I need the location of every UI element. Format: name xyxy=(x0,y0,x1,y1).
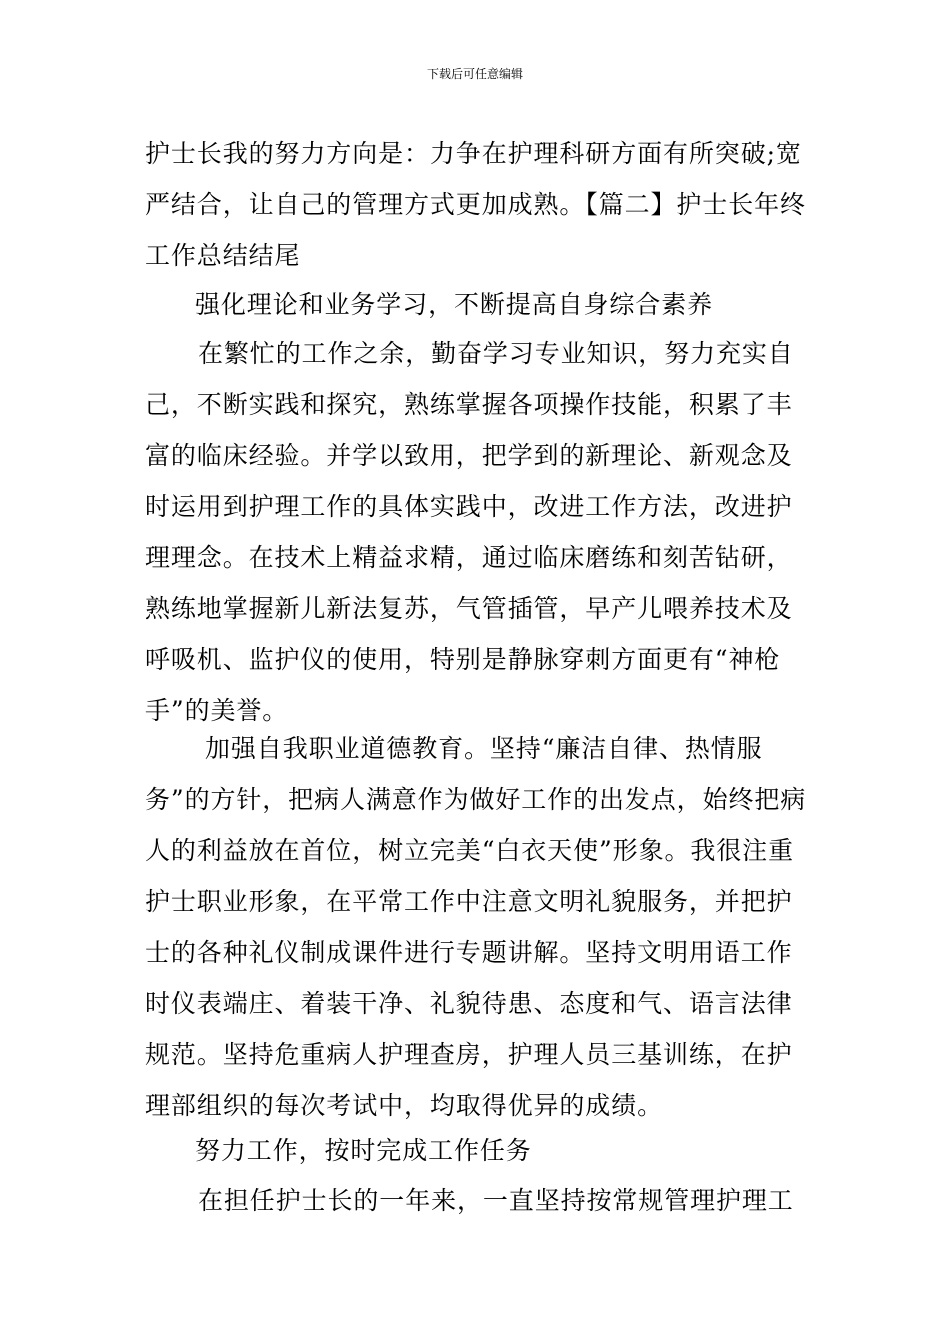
paragraph-work: 在担任护士长的一年来，一直坚持按常规管理护理工 xyxy=(198,1186,794,1215)
paragraph-direction: 护士长我的努力方向是：力争在护理科研方面有所突破;宽严结合，让自己的管理方式更加成熟。【篇二】护士长年终工作总结结尾 xyxy=(145,139,806,270)
paragraph-study: 在繁忙的工作之余，勤奋学习专业知识，努力充实自己，不断实践和探究，熟练掌握各项操作技能，积累了丰富的临床经验。并学以致用，把学到的新理论、新观念及时运用到护理工作的具体实践中，改进工作方法，改进护理理念。在技术上精益求精，通过临床磨练和刻苦钻研，熟练地掌握新儿新法复苏，气管插管，早产儿喂养技术及呼吸机、监护仪的使用，特别是静脉穿刺方面更有“神枪手”的美誉。 xyxy=(145,339,794,725)
page-header: 下载后可任意编辑 xyxy=(426,67,523,81)
section-heading-study: 强化理论和业务学习，不断提高自身综合素养 xyxy=(195,290,714,319)
paragraph-ethics: 加强自我职业道德教育。坚持“廉洁自律、热情服务”的方针，把病人满意作为做好工作的出发点，始终把病人的利益放在首位，树立完美“白衣天使”形象。我很注重护士职业形象，在平常工作中注意文明礼貌服务，并把护士的各种礼仪制成课件进行专题讲解。坚持文明用语工作时仪表端庄、着装干净、礼貌待患、态度和气、语言法律规范。坚持危重病人护理查房，护理人员三基训练，在护理部组织的每次考试中，均取得优异的成绩。 xyxy=(145,734,807,1120)
section-heading-work: 努力工作，按时完成工作任务 xyxy=(195,1136,532,1165)
